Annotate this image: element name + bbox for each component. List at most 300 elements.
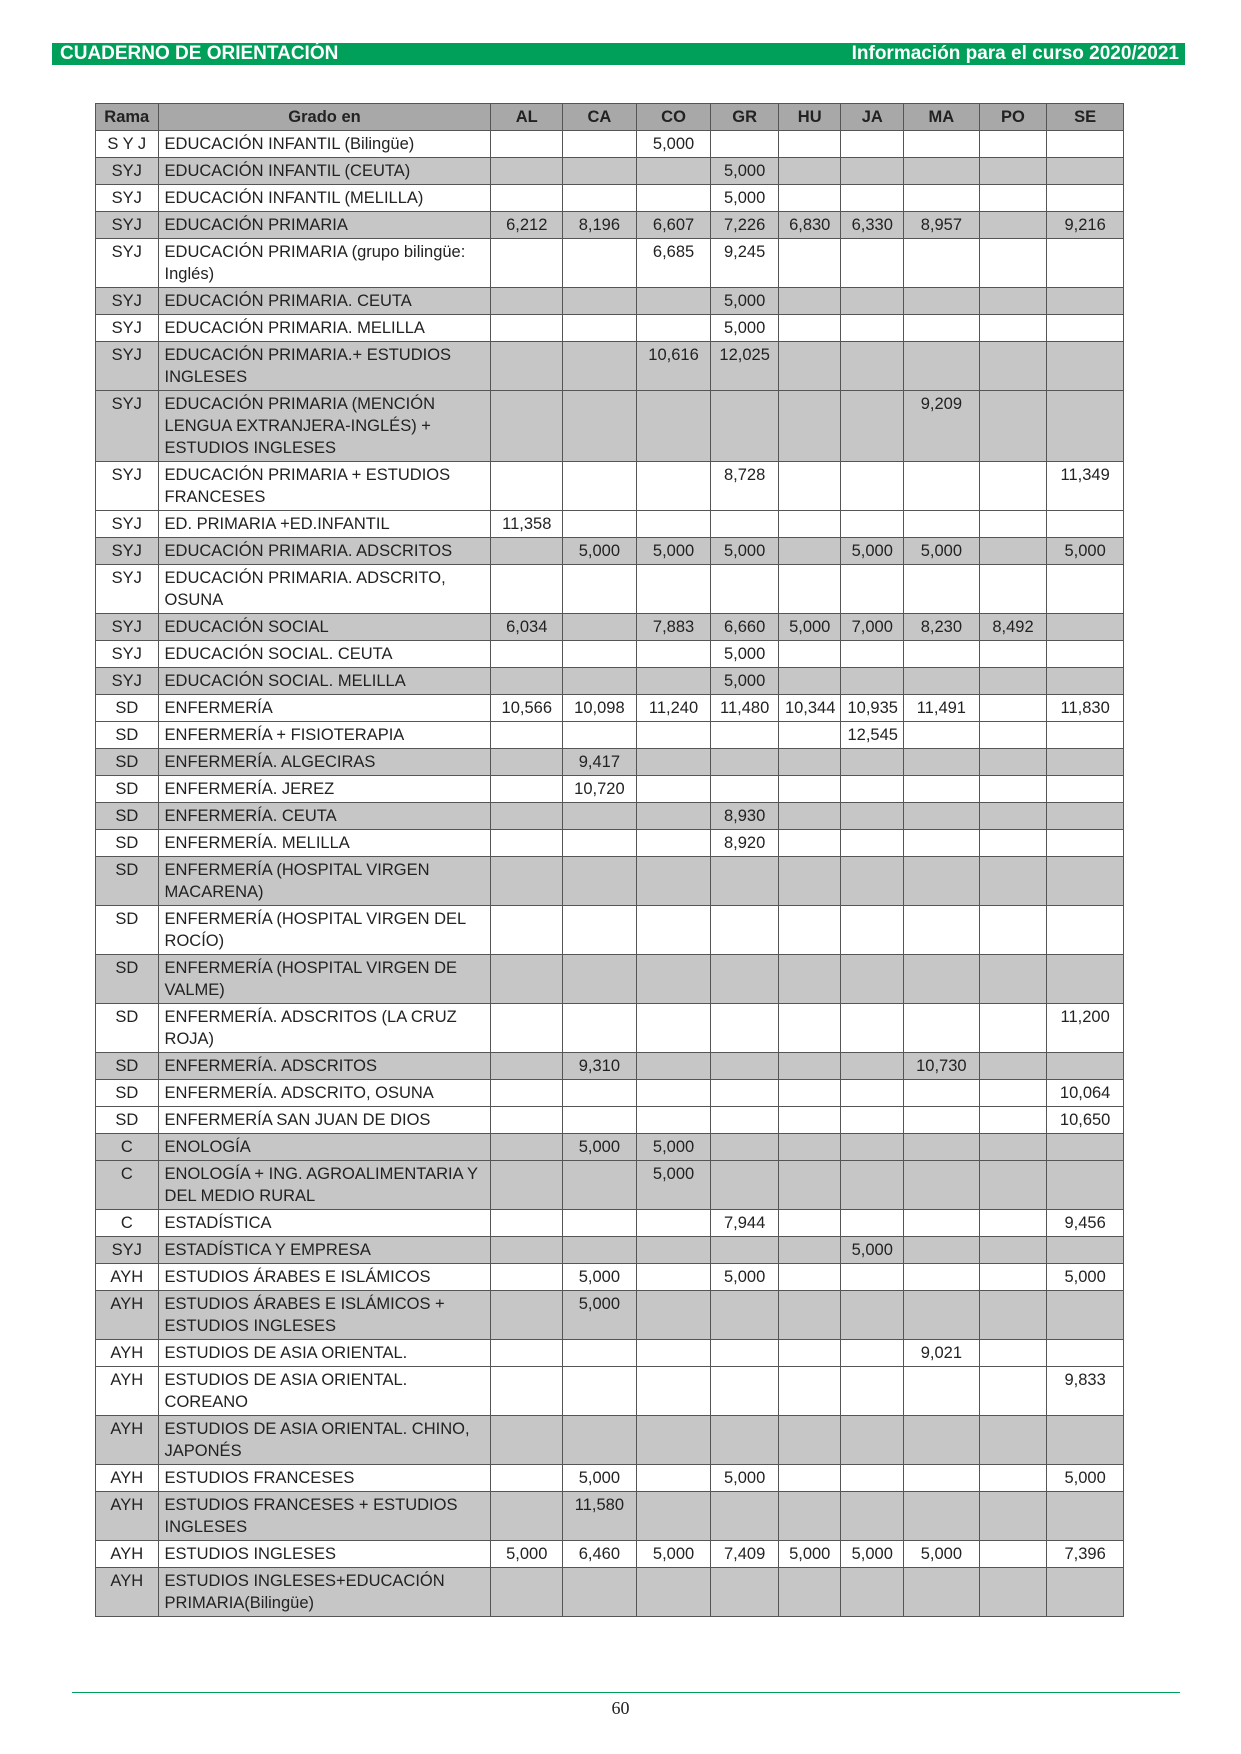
grade-cell: 7,409 [711,1541,779,1568]
grade-cell [979,1416,1047,1465]
grade-cell [491,315,563,342]
grade-cell [979,1107,1047,1134]
grade-cell [841,1492,904,1541]
rama-cell: C [96,1210,159,1237]
rama-cell: AYH [96,1492,159,1541]
grade-cell: 5,000 [636,538,711,565]
rama-cell: SD [96,776,159,803]
grade-cell [563,955,637,1004]
grade-cell: 10,720 [563,776,637,803]
grade-cell [979,1367,1047,1416]
grade-cell [636,315,711,342]
grade-cell [979,1053,1047,1080]
rama-cell: SYJ [96,462,159,511]
grade-cell [491,803,563,830]
grade-cell [778,668,841,695]
rama-cell: SYJ [96,158,159,185]
grade-cell [778,1492,841,1541]
rama-cell: SYJ [96,1237,159,1264]
grado-cell: ESTUDIOS DE ASIA ORIENTAL. [158,1340,491,1367]
grade-cell [904,1161,980,1210]
grade-cell [1047,239,1124,288]
grade-cell [636,749,711,776]
grade-cell [491,1492,563,1541]
table-row [96,131,1124,158]
table-row [96,511,1124,538]
grado-cell: ENFERMERÍA. JEREZ [158,776,491,803]
grade-cell [563,1210,637,1237]
grade-cell [563,1568,637,1617]
grade-cell: 6,660 [711,614,779,641]
grade-cell: 7,000 [841,614,904,641]
grado-cell: ENFERMERÍA SAN JUAN DE DIOS [158,1107,491,1134]
grade-cell [841,668,904,695]
grade-cell [636,1237,711,1264]
grade-cell [563,857,637,906]
grade-cell [841,315,904,342]
grade-cell: 5,000 [1047,1465,1124,1492]
grade-cell [979,1080,1047,1107]
grade-cell: 10,616 [636,342,711,391]
grade-cell: 10,650 [1047,1107,1124,1134]
grade-cell [636,1340,711,1367]
grade-cell [979,462,1047,511]
grade-cell: 7,226 [711,212,779,239]
grade-cell: 5,000 [904,538,980,565]
rama-cell: SD [96,955,159,1004]
grade-cell: 6,685 [636,239,711,288]
grade-cell [904,185,980,212]
rama-cell: SD [96,749,159,776]
header-banner [52,43,1185,65]
grade-cell [778,1161,841,1210]
grade-cell [636,1053,711,1080]
grade-cell [1047,391,1124,462]
table-row [96,315,1124,342]
grade-cell [841,1080,904,1107]
grade-cell [979,749,1047,776]
course-year-title: Información para el curso 2020/2021 [851,43,1179,64]
grade-cell: 10,064 [1047,1080,1124,1107]
grade-cell [491,641,563,668]
column-header: MA [904,104,980,131]
table-row [96,1107,1124,1134]
rama-cell: AYH [96,1541,159,1568]
grado-cell: EDUCACIÓN PRIMARIA. CEUTA [158,288,491,315]
table-row [96,641,1124,668]
grade-cell [491,1465,563,1492]
grado-cell: ESTUDIOS DE ASIA ORIENTAL. CHINO, JAPONÉS [158,1416,491,1465]
grade-cell [778,288,841,315]
grade-cell [904,749,980,776]
table-row [96,614,1124,641]
rama-cell: AYH [96,1465,159,1492]
grado-cell: EDUCACIÓN PRIMARIA [158,212,491,239]
rama-cell: SD [96,1053,159,1080]
grade-cell: 5,000 [563,1264,637,1291]
rama-cell: SD [96,1107,159,1134]
grade-cell [841,803,904,830]
table-row [96,1291,1124,1340]
grade-cell [1047,185,1124,212]
grade-cell [841,131,904,158]
grado-cell: ESTUDIOS INGLESES [158,1541,491,1568]
grade-cell: 10,730 [904,1053,980,1080]
grade-cell [491,857,563,906]
rama-cell: SYJ [96,315,159,342]
grade-cell [1047,722,1124,749]
table-row [96,212,1124,239]
grade-cell [563,906,637,955]
grade-cell [904,955,980,1004]
grade-cell [979,1237,1047,1264]
grade-cell [904,857,980,906]
grade-cell [491,158,563,185]
rama-cell: AYH [96,1264,159,1291]
grade-cell [904,830,980,857]
grade-cell [636,288,711,315]
grade-cell [979,955,1047,1004]
grade-cell [979,1134,1047,1161]
grade-cell [841,641,904,668]
grade-cell [636,1465,711,1492]
grade-cell [841,239,904,288]
grado-cell: ENFERMERÍA. MELILLA [158,830,491,857]
grade-cell [491,1416,563,1465]
grado-cell: EDUCACIÓN INFANTIL (MELILLA) [158,185,491,212]
grade-cell [636,1492,711,1541]
grade-cell: 11,830 [1047,695,1124,722]
grade-cell: 12,545 [841,722,904,749]
grade-cell [841,955,904,1004]
grade-cell [563,511,637,538]
grade-cell [841,1291,904,1340]
grade-cell [491,342,563,391]
grade-cell: 5,000 [711,1264,779,1291]
grade-cell [778,185,841,212]
grade-cell [778,1264,841,1291]
grade-cell [841,391,904,462]
grade-cell [778,722,841,749]
grade-cell [636,391,711,462]
grade-cell [636,830,711,857]
grade-cell [904,906,980,955]
grade-cell [711,131,779,158]
grade-cell [711,1568,779,1617]
rama-cell: SYJ [96,212,159,239]
table-row [96,668,1124,695]
grade-cell [841,1416,904,1465]
grade-cell [778,1080,841,1107]
grade-cell [979,1340,1047,1367]
table-row [96,695,1124,722]
grade-cell [841,1340,904,1367]
grade-cell [636,1107,711,1134]
rama-cell: S Y J [96,131,159,158]
grade-cell [979,1004,1047,1053]
table-row [96,1492,1124,1541]
grade-cell [491,1264,563,1291]
cutoff-grades-table [95,103,1124,1617]
grade-cell: 5,000 [1047,1264,1124,1291]
column-header: CA [563,104,637,131]
grade-cell: 5,000 [636,1161,711,1210]
grade-cell [711,955,779,1004]
table-row [96,565,1124,614]
table-row [96,462,1124,511]
rama-cell: SYJ [96,239,159,288]
rama-cell: SYJ [96,185,159,212]
grade-cell [778,906,841,955]
rama-cell: AYH [96,1416,159,1465]
grado-cell: ESTUDIOS ÁRABES E ISLÁMICOS [158,1264,491,1291]
grade-cell: 5,000 [563,538,637,565]
page-number: 60 [611,1698,630,1718]
table-row [96,158,1124,185]
grado-cell: ENFERMERÍA + FISIOTERAPIA [158,722,491,749]
grado-cell: EDUCACIÓN SOCIAL. MELILLA [158,668,491,695]
grado-cell: ENFERMERÍA (HOSPITAL VIRGEN DEL ROCÍO) [158,906,491,955]
table-row [96,803,1124,830]
grade-cell: 6,330 [841,212,904,239]
column-header: Rama [96,104,159,131]
grado-cell: ESTUDIOS INGLESES+EDUCACIÓN PRIMARIA(Bilingüe) [158,1568,491,1617]
grade-cell [491,776,563,803]
grade-cell [904,1107,980,1134]
grade-cell [904,239,980,288]
grade-cell [711,1492,779,1541]
grade-cell [841,462,904,511]
document-title: CUADERNO DE ORIENTACIÓN [60,43,339,64]
footer-divider [72,1692,1180,1693]
grade-cell: 7,883 [636,614,711,641]
grade-cell [491,1134,563,1161]
grade-cell [904,342,980,391]
grade-cell [778,1107,841,1134]
grade-cell [1047,1568,1124,1617]
grade-cell [563,462,637,511]
table-row [96,1210,1124,1237]
grade-cell [778,803,841,830]
grade-cell [563,668,637,695]
grado-cell: ED. PRIMARIA +ED.INFANTIL [158,511,491,538]
rama-cell: SYJ [96,614,159,641]
table-row [96,185,1124,212]
grade-cell: 5,000 [841,1541,904,1568]
grade-cell [491,722,563,749]
column-header: SE [1047,104,1124,131]
rama-cell: SYJ [96,288,159,315]
grade-cell [841,342,904,391]
column-header: JA [841,104,904,131]
grade-cell [979,1161,1047,1210]
grade-cell [1047,158,1124,185]
grado-cell: EDUCACIÓN SOCIAL [158,614,491,641]
grade-cell [841,857,904,906]
grade-cell [711,722,779,749]
grade-cell [841,749,904,776]
grade-cell [841,1161,904,1210]
table-row [96,1053,1124,1080]
grade-cell [563,239,637,288]
grade-cell [491,830,563,857]
grado-cell: ENOLOGÍA + ING. AGROALIMENTARIA Y DEL MEDIO RURAL [158,1161,491,1210]
grado-cell: ESTADÍSTICA Y EMPRESA [158,1237,491,1264]
grade-cell [711,1416,779,1465]
grado-cell: EDUCACIÓN SOCIAL. CEUTA [158,641,491,668]
grade-cell [711,776,779,803]
grade-cell [636,668,711,695]
grade-cell [1047,315,1124,342]
grade-cell [1047,131,1124,158]
grade-cell [904,722,980,749]
grade-cell [778,462,841,511]
grade-cell [636,641,711,668]
grade-cell [778,1237,841,1264]
grade-cell [841,1134,904,1161]
grade-cell [491,1004,563,1053]
grade-cell [778,1340,841,1367]
grade-cell: 9,310 [563,1053,637,1080]
grade-cell: 6,212 [491,212,563,239]
grade-cell [904,565,980,614]
grade-cell [778,857,841,906]
grade-cell [904,1134,980,1161]
grade-cell [979,565,1047,614]
grado-cell: ENFERMERÍA [158,695,491,722]
grade-cell [904,511,980,538]
grade-cell [904,288,980,315]
grade-cell [563,722,637,749]
grade-cell [711,1367,779,1416]
grade-cell [711,1134,779,1161]
grado-cell: EDUCACIÓN PRIMARIA. MELILLA [158,315,491,342]
grade-cell: 11,480 [711,695,779,722]
grade-cell [563,803,637,830]
grado-cell: EDUCACIÓN INFANTIL (CEUTA) [158,158,491,185]
grade-cell: 5,000 [563,1465,637,1492]
grade-cell [1047,1291,1124,1340]
grade-cell [1047,830,1124,857]
grade-cell [563,158,637,185]
grade-cell [1047,565,1124,614]
grade-cell [841,1004,904,1053]
grade-cell [841,1107,904,1134]
grade-cell: 5,000 [711,538,779,565]
grade-cell [841,906,904,955]
grade-cell: 9,021 [904,1340,980,1367]
grade-cell [491,1291,563,1340]
column-header: AL [491,104,563,131]
grade-cell [778,158,841,185]
grade-cell: 9,417 [563,749,637,776]
grade-cell: 5,000 [491,1541,563,1568]
table-row [96,830,1124,857]
grade-cell: 9,216 [1047,212,1124,239]
grade-cell [1047,1492,1124,1541]
grado-cell: EDUCACIÓN PRIMARIA. ADSCRITO, OSUNA [158,565,491,614]
grade-cell [979,830,1047,857]
grade-cell [636,1568,711,1617]
grado-cell: EDUCACIÓN PRIMARIA. ADSCRITOS [158,538,491,565]
grade-cell [979,391,1047,462]
column-header: HU [778,104,841,131]
table-header-row [96,104,1124,131]
grade-cell [904,1264,980,1291]
grade-cell [711,857,779,906]
grade-cell [636,1004,711,1053]
grade-cell [841,1367,904,1416]
grade-cell [711,391,779,462]
grade-cell [979,315,1047,342]
grado-cell: ESTUDIOS DE ASIA ORIENTAL. COREANO [158,1367,491,1416]
table-row [96,857,1124,906]
grade-cell [904,668,980,695]
grade-cell: 5,000 [636,1541,711,1568]
grade-cell: 9,209 [904,391,980,462]
grade-cell [979,906,1047,955]
grade-cell: 8,492 [979,614,1047,641]
grade-cell: 5,000 [711,158,779,185]
grade-cell [778,1134,841,1161]
grade-cell: 5,000 [711,315,779,342]
column-header: Grado en [158,104,491,131]
rama-cell: SD [96,695,159,722]
grade-cell [1047,1237,1124,1264]
grade-cell: 10,566 [491,695,563,722]
grade-cell: 5,000 [904,1541,980,1568]
grade-cell: 5,000 [711,185,779,212]
rama-cell: SYJ [96,668,159,695]
grade-cell [1047,668,1124,695]
grade-cell: 6,034 [491,614,563,641]
grade-cell: 10,344 [778,695,841,722]
grade-cell [904,1004,980,1053]
table-row [96,776,1124,803]
grade-cell [711,1161,779,1210]
grade-cell: 5,000 [636,1134,711,1161]
grade-cell [1047,614,1124,641]
grade-cell: 12,025 [711,342,779,391]
grade-cell [904,803,980,830]
grade-cell [491,1210,563,1237]
table-row [96,1134,1124,1161]
grade-cell [563,185,637,212]
grade-cell [1047,342,1124,391]
grade-cell [904,1416,980,1465]
grade-cell [563,1237,637,1264]
grade-cell [778,1568,841,1617]
grade-cell [841,511,904,538]
grade-cell [778,391,841,462]
grade-cell [778,565,841,614]
grade-cell [778,1053,841,1080]
grade-cell [563,315,637,342]
grade-cell [711,1340,779,1367]
grado-cell: EDUCACIÓN PRIMARIA.+ ESTUDIOS INGLESES [158,342,491,391]
grade-cell: 9,456 [1047,1210,1124,1237]
grade-cell [563,1107,637,1134]
grade-cell [1047,1053,1124,1080]
table-row [96,1465,1124,1492]
grade-cell [1047,1416,1124,1465]
rama-cell: SD [96,722,159,749]
grado-cell: ENFERMERÍA. ALGECIRAS [158,749,491,776]
grade-cell [636,1264,711,1291]
grade-cell [1047,1134,1124,1161]
grade-cell [563,614,637,641]
grade-cell [778,1367,841,1416]
